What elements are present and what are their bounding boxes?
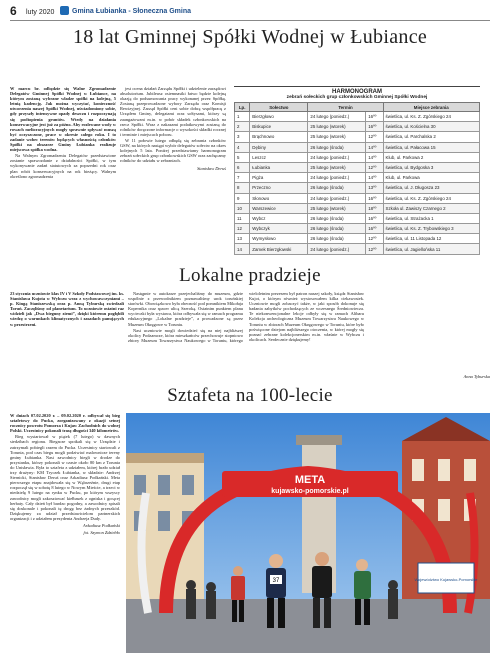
table-row — [235, 234, 480, 244]
cell-miejsce: świetlica, ul. Parchalska 2 — [383, 132, 479, 142]
cell-lp: 4 — [235, 142, 250, 152]
harmonogram-rows — [235, 112, 480, 255]
cell-termin-time: 14ºº — [366, 152, 383, 162]
cell-solectwo: Wymysłowo — [250, 234, 308, 244]
cell-solectwo: Przeczno — [250, 183, 308, 193]
table-row — [235, 224, 480, 234]
harmonogram-box — [234, 86, 480, 254]
header-cell-solectwo: Sołectwo — [250, 103, 308, 112]
cell-termin-time: 18ºº — [366, 203, 383, 213]
cell-lp: 13 — [235, 234, 250, 244]
cell-lp: 8 — [235, 183, 250, 193]
page-header — [10, 6, 490, 21]
table-row — [235, 162, 480, 172]
issue-date: luty 2020 — [26, 9, 55, 16]
article-title-spolka-wodna: 18 lat Gminnej Spółki Wodnej w Łubiance — [72, 26, 428, 48]
cell-miejsce: Klub, ul. Parkowa 2 — [383, 152, 479, 162]
article1-paragraph: Na Walnym Zgromadzeniu Delegatów przedstawione zostanie sprawozdanie z działalności Spółki, w tym wykonywanie zadań statutowych za poprzedni rok oraz plan robót konserwacyjnych na rok bieżący. Walnym określono zgromadzenia — [10, 153, 116, 179]
cell-solectwo: Leszcz — [250, 152, 308, 162]
harmonogram-subtitle: zebrań sołeckich grup członkowskich Gminnej Spółki Wodnej — [286, 95, 428, 100]
cell-termin-date: 24 lutego (poniedz.) — [308, 244, 366, 254]
cell-termin-time: 12ºº — [366, 244, 383, 254]
cell-miejsce: świetlica, ul. Jagiellońska 11 — [383, 244, 479, 254]
cell-termin-time: 12ºº — [366, 162, 383, 172]
cell-solectwo: Brąchnowo — [250, 132, 308, 142]
cell-termin-time: 14ºº — [366, 142, 383, 152]
harmonogram-title: HARMONOGRAM — [234, 86, 480, 95]
cell-termin-time: 13ºº — [366, 183, 383, 193]
cell-miejsce: świetlica, ul. Strażacka 1 — [383, 213, 479, 223]
article-title-sztafeta: Sztafeta na 100-lecie — [167, 385, 333, 406]
table-row — [235, 173, 480, 183]
article2-column-2 — [128, 291, 364, 383]
table-row — [235, 112, 480, 122]
table-row — [235, 203, 480, 213]
cell-lp: 3 — [235, 132, 250, 142]
cell-termin-time: 16ºº — [366, 213, 383, 223]
article2-column-4 — [370, 291, 490, 383]
article2-paragraph: Nasi uczniowie mogli dowiedzieć się na niej najbliższej okolicy Podzamcze, która mieszkańców przechowuje stopniowo zbiory Muzeum Towarzystwa Naukowego w Toruniu, którego wieloletnim prezesem był patron naszej szkoły, ksiądz Stanisław Kujot, o którym również wystosowałem kilka ciekawostek. Uczniowie mogli zobaczyć także, w jaki sposób dokonuje się badania zabytków pochodzących ze wczesnego Średniowiecza. Te niekonwencjonalne lekcje odbyły się w ramach Alibaru Kolekcja archeologiczna Muzeum Towarzystwa Naukowego w Toruniu w zbiorach Muzeum Okręgowego w Toruniu, które było poświęcone dziejom najbliższego otoczenia, w której mogły się poznać zebrane kolekcjonerskim m.in. właśnie w Wybczu i okolicach. Serdecznie dziękujemy! — [128, 291, 364, 343]
article1-paragraph: W marcu br. odbędzie się Walne Zgromadzenie Delegatów Gminnej Spółki Wodnej w Łubiance, na którym zostaną wybrane władze spółki na kolejną, 5 letnią kadencję. Jak można wyczytać, konieczność utworzenia naszej Spółki Wodnej, uświadomiony sobie, gdy przyszły intensywne opady deszczu i rozpoczynają się podtopienia gruntów. Wtedy na działania konserwacyjne jest już za późno. Aby rozlewane wody w rowach melioracyjnych mogły sprawnie spływać muszą być oczyszczone, prace w okresie całego roku. I to zadanie wobec terenów będących własnością członków Spółki na obszarze Gminy Łubianka realizuje miejscowa spółka wodna. — [10, 86, 116, 153]
article3-paragraph: Bieg wystartował w piątek (7 lutego) w dawnych siedzibach regionu. Biegacze spotkali się w Urzędzie i zatrzymali pobiegli razem do Pucka. Uczestnicy startowali z Torunia, pod czas biegu mogli podziwiać malownicze tereny gminy Łubianka. Nasi zawodnicy biegli w drodze do przystanku, którzy pokonali w czasie około 80 km z Torunia do Unisławia. Była to sztafeta z udziałem, której brało udział trzy drużyny: KM Tryczek Łubianka, w składzie: Andrzej Siernicki, Stanisław Deruś oraz Arkadiusz Podkański. Meta pierwszego etapu znajdowała się w Wąbrzeźnie, drugi etap rozpoczął się w sobotę 8 lutego w Nowym Mieście, a trzeci w niedzielę 9 lutego na rynku w Pucku, po którym wszyscy zawodnicy mogli zakosztować kiełbasek z ogniska i gorącej herbaty. Cały dzień był bardzo pogodny, a zawodnicy spisali się doskonale i pokonali tę drogę bez żadnych przeszkód. Dziękujemy za udział przedstawicielom partnerskich organizacji i z udziałem prezydenta Andrzeja Dudy. — [10, 434, 120, 521]
article1-signature: Stanisław Deruś — [197, 166, 226, 172]
cell-lp: 1 — [235, 112, 250, 122]
cell-miejsce: świetlica, ul. Pałacowa 15 — [383, 142, 479, 152]
cell-miejsce: świetlica, ul. Kościelna 30 — [383, 122, 479, 132]
cell-solectwo: Dębiny — [250, 142, 308, 152]
cell-solectwo: Biskupice — [250, 122, 308, 132]
article1-paragraph: jest ocena działań Zarządu Spółki i udzielenie zarządowi absolutorium. Jubileusz osiemnastki łatwo będzie kolejną okazją do podsumowania pracy wykonanej przez Spółkę. Zostaną przeprowadzone wybory Zarządu oraz Komisji Rewizyjnej. Zarząd Spółki ceni sobie dobrą współpracę z Urzędem Gminy, delegatami oraz sołtysami, którzy są zaangażowani m.in. w pobór składek członkowskich na rzecz Spółki. Wraz z nakazami podatkowymi zostaną do rolników doręczone informacje o wysokości składki rocznej i terminie i miejscach poboru. — [120, 86, 226, 137]
cell-termin-date: 24 lutego (poniedz.) — [308, 193, 366, 203]
table-row — [235, 152, 480, 162]
cell-miejsce: świetlica, ul. 11 Listopada 12 — [383, 234, 479, 244]
article-title-lokalne-pradzieje: Lokalne pradzieje — [179, 265, 321, 286]
bib-number-text: 37 — [272, 578, 280, 584]
header-cell-lp: Lp. — [235, 103, 250, 112]
page-number: 6 — [10, 4, 17, 18]
cell-solectwo: Bierzgłowo — [250, 112, 308, 122]
photo-illustration — [126, 413, 490, 653]
table-row — [235, 183, 480, 193]
cell-solectwo: Wybcz — [250, 213, 308, 223]
cell-lp: 11 — [235, 213, 250, 223]
cell-termin-date: 24 lutego (poniedz.) — [308, 173, 366, 183]
cell-solectwo: Łubianka — [250, 162, 308, 172]
cell-termin-date: 24 lutego (poniedz.) — [308, 112, 366, 122]
cell-termin-time: 16ºº — [366, 193, 383, 203]
cell-termin-date: 24 lutego (poniedz.) — [308, 152, 366, 162]
article1-paragraph: W 11 połowie lutego odbędą się zebrania członków GSW, na których nastąpi wybór delegatów sołectw na okres kolejnych 5 lata. Poniżej przedstawiamy harmonogram zebrań sołeckich grup członkowskich GSW oraz zachęcamy rolników do udziału w zebraniach. — [120, 137, 226, 164]
banner-url-text: kujawsko-pomorskie.pl — [271, 488, 349, 495]
cell-termin-time: 16ºº — [366, 224, 383, 234]
masthead: Gmina Łubianka - Słoneczna Gmina — [72, 8, 192, 15]
cell-termin-date: 25 lutego (wtorek) — [308, 132, 366, 142]
cell-solectwo: Pigża — [250, 173, 308, 183]
cell-lp: 7 — [235, 173, 250, 183]
cell-solectwo: Wybczyk — [250, 224, 308, 234]
cell-miejsce: Klub, ul. Parkowa — [383, 173, 479, 183]
article2-column-1 — [10, 291, 124, 383]
cell-termin-date: 26 lutego (środa) — [308, 224, 366, 234]
gmina-logo-icon — [60, 6, 69, 15]
cell-termin-time: 16ºº — [366, 122, 383, 132]
cell-lp: 6 — [235, 162, 250, 172]
cell-lp: 5 — [235, 152, 250, 162]
table-header-row — [235, 103, 480, 112]
table-row — [235, 213, 480, 223]
article3-signature: Arkadiusz Podkański — [83, 522, 120, 528]
cell-solectwo: Zamek Bierzgłowski — [250, 244, 308, 254]
cell-termin-time: 12ºº — [366, 234, 383, 244]
cell-termin-time: 12ºº — [366, 132, 383, 142]
cell-lp: 9 — [235, 193, 250, 203]
table-row — [235, 132, 480, 142]
cell-lp: 12 — [235, 224, 250, 234]
article2-signature: Anna Tyburska — [463, 374, 490, 379]
cell-termin-time: 14ºº — [366, 173, 383, 183]
article2-paragraph: Następnie w autokarze przejechaliśmy do muzeum, gdzie wspólnie z przewodnikiem poznawaliśmy urok toruńskiej starówki. Obowiązkowo była obecność pod pomnikiem Mikołaja Kopernika oraz spacer ulicą Szeroką. Ostatnim punktem planu wycieczki była wystawa, która odbywała się w ramach programu edukacyjnego „Lokalne pradzieje”, a prowadzone są przez Muzeum Okręgowe w Toruniu. — [128, 291, 243, 327]
table-row — [235, 244, 480, 254]
article2-paragraph: 23 stycznia uczniowie klas IV i V Szkoły Podstawowej im. ks. Stanisława Kujota w Wybczu wraz z wychowawczyniami – p. Kingą Staniszewską oraz p. Anną Tyburską zwiedzali Toruń. Zaczęliśmy od planetarium. To uczniowie ostatni raz widzieli jak „Dwa bieguny ziemi”, dzięki któremu pogłębili wiedzę o warunkach klimatycznych i zasadach panujących w przestrzeni. — [10, 291, 124, 327]
article3-column — [10, 413, 120, 653]
cell-solectwo: Warszewice — [250, 203, 308, 213]
article1-column-2 — [120, 86, 226, 258]
header-cell-miejsce: Miejsce zebrania — [383, 103, 479, 112]
table-row — [235, 142, 480, 152]
cell-termin-date: 26 lutego (środa) — [308, 213, 366, 223]
cell-termin-time: 16ºº — [366, 112, 383, 122]
cell-termin-date: 26 lutego (środa) — [308, 234, 366, 244]
cell-lp: 14 — [235, 244, 250, 254]
cell-miejsce: świetlica, ul. Bydgoska 3 — [383, 162, 479, 172]
relay-race-photo — [126, 413, 490, 653]
sign-text: Województwo Kujawsko-Pomorskie — [414, 577, 478, 582]
harmonogram-table — [234, 102, 480, 255]
cell-miejsce: świetlica, ul. Ks. Z. Zgórskiego 24 — [383, 112, 479, 122]
article3-photo-credit: fot. Szymon Zdziebło — [83, 530, 120, 536]
cell-solectwo: Słonowo — [250, 193, 308, 203]
cell-termin-date: 26 lutego (środa) — [308, 183, 366, 193]
banner-meta-text: META — [294, 474, 326, 486]
header-cell-termin: Termin — [308, 103, 383, 112]
cell-miejsce: świetlica, ul. Ks. Z. Trybowskiego 3 — [383, 224, 479, 234]
cell-miejsce: świetlica, ul. Ks. Z. Zgórskiego 24 — [383, 193, 479, 203]
article1-column-1 — [10, 86, 116, 258]
cell-termin-date: 26 lutego (środa) — [308, 142, 366, 152]
table-row — [235, 193, 480, 203]
article3-paragraph: W dniach 07.02.2020 r. – 09.02.2020 r. odbywał się bieg sztafetowy do Pucka, zorganizowany z okazji setnej rocznicy powrotu Pomorza i Kujaw Zachodnich do wolnej Polski. Uczestnicy pokonali trasę długości 340 kilometrów. — [10, 413, 120, 434]
cell-lp: 10 — [235, 203, 250, 213]
table-row — [235, 122, 480, 132]
cell-termin-date: 25 lutego (wtorek) — [308, 162, 366, 172]
cell-lp: 2 — [235, 122, 250, 132]
cell-termin-date: 25 lutego (wtorek) — [308, 122, 366, 132]
cell-miejsce: świetlica, ul. J. Długosza 23 — [383, 183, 479, 193]
cell-termin-date: 25 lutego (wtorek) — [308, 203, 366, 213]
cell-miejsce: Szkoła ul. Zawiszy Czarnego 2 — [383, 203, 479, 213]
